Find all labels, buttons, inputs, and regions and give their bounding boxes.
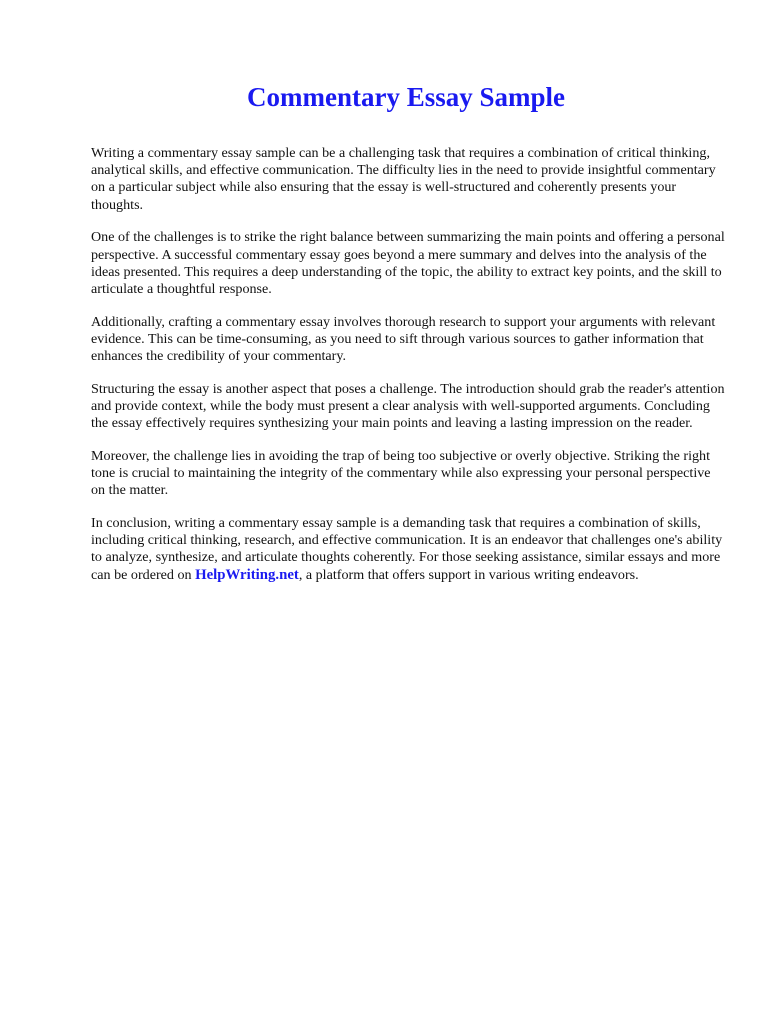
paragraph-conclusion xyxy=(91,515,727,584)
page-title: Commentary Essay Sample xyxy=(247,82,565,112)
essay-body xyxy=(91,145,727,599)
paragraph-balance: One of the challenges is to strike the right balance between summarizing the main points and offering a personal perspective. A successful commentary essay goes beyond a mere summary and delves into the analysis of the ideas presented. This requires a deep understanding of the topic, the ability to extract key points, and the skill to articulate a thoughtful response. xyxy=(91,229,725,297)
helpwriting-link[interactable]: HelpWriting.net xyxy=(195,566,299,583)
paragraph-research: Additionally, crafting a commentary essay involves thorough research to support your arguments with relevant evidence. This can be time-consuming, as you need to sift through various sources to gather information that enhances the credibility of your commentary. xyxy=(91,313,716,365)
conclusion-text-before-link: In conclusion, writing a commentary essay sample is a demanding task that requires a combination of skills, including critical thinking, research, and effective communication. It is an endeavor that challenges one's ability to analyze, synthesize, and articulate thoughts coherently. For those seeking assistance, similar essays and more can be ordered on xyxy=(91,514,723,583)
paragraph-intro: Writing a commentary essay sample can be a challenging task that requires a combination of critical thinking, analytical skills, and effective communication. The difficulty lies in the need to provide insightful commentary on a particular subject while also ensuring that the essay is well-structured and coherently presents your thoughts. xyxy=(91,145,716,213)
conclusion-text-after-link: , a platform that offers support in various writing endeavors. xyxy=(298,566,639,583)
paragraph-tone: Moreover, the challenge lies in avoiding the trap of being too subjective or overly objective. Striking the right tone is crucial to maintaining the integrity of the commentary while also expressing your personal perspective on the matter. xyxy=(91,447,711,499)
paragraph-structure: Structuring the essay is another aspect that poses a challenge. The introduction should grab the reader's attention and provide context, while the body must present a clear analysis with well-supported arguments. Concluding the essay effectively requires synthesizing your main points and leaving a lasting impression on the reader. xyxy=(91,380,725,432)
